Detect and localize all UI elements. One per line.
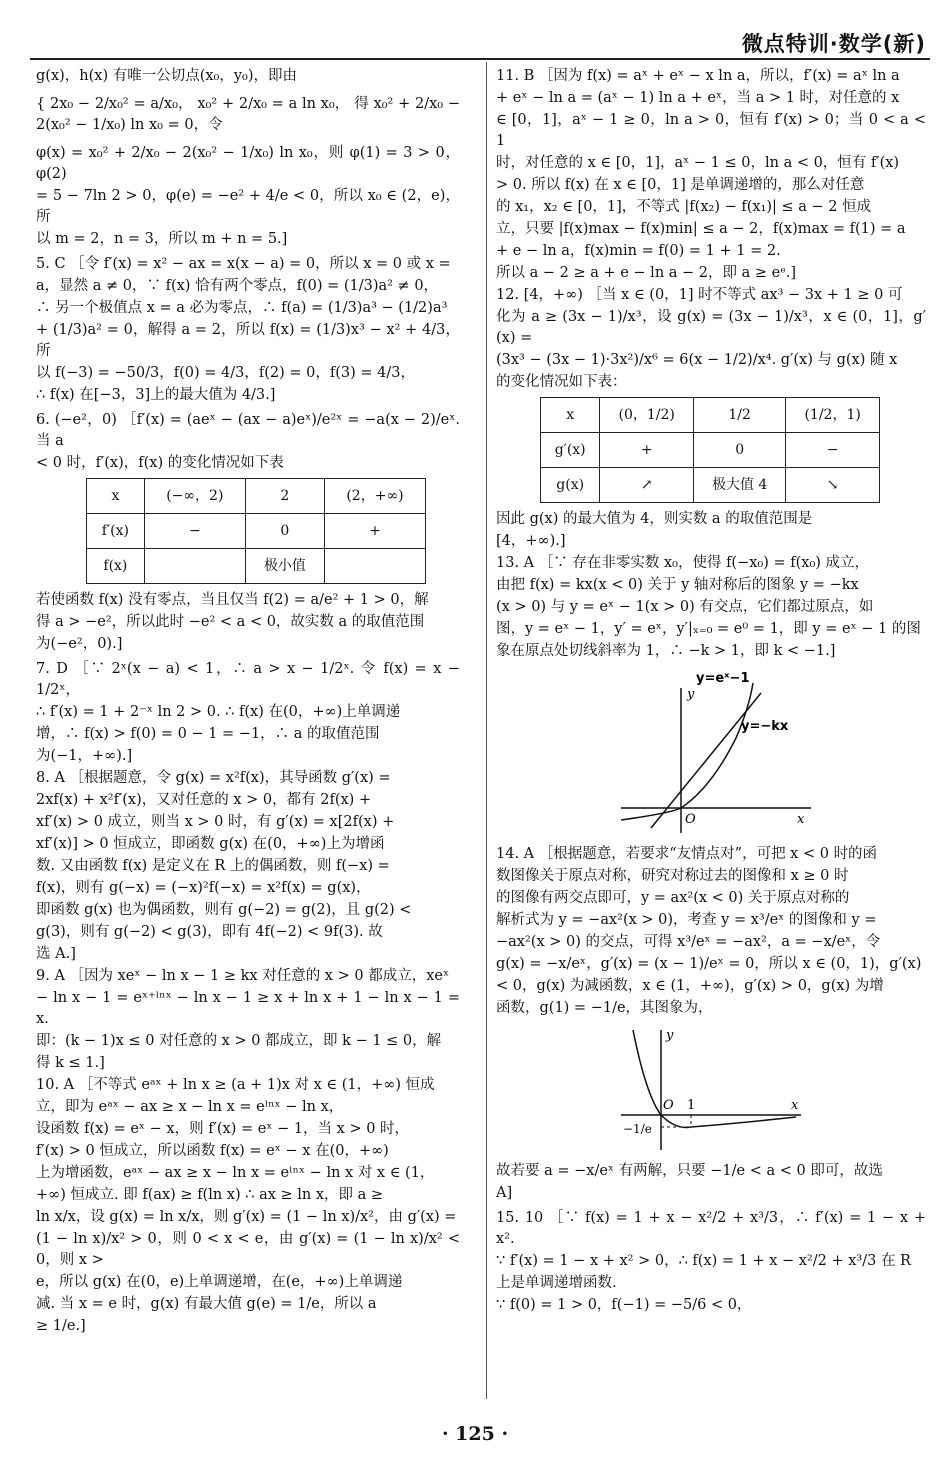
text-line: 的图像有两交点即可，y = ax²(x < 0) 关于原点对称的 [496, 890, 850, 906]
text-line: + e − ln a，f(x)min = f(0) = 1 + 1 = 2. [496, 243, 781, 259]
text-line: 以 m = 2，n = 3，所以 m + n = 5.] [36, 231, 288, 247]
text-line: ln x/x，设 g(x) = ln x/x，则 g′(x) = (1 − ln x)/x²，由 g′(x) = [36, 1209, 457, 1225]
text-line: 即：(k − 1)x ≤ 0 对任意的 x > 0 都成立，即 k − 1 ≤ 0，解 [36, 1033, 442, 1049]
table-cell: ↗ [600, 468, 694, 503]
text-line: 9. A ［因为 xeˣ − ln x − 1 ≥ kx 对任意的 x > 0 都成立，xeˣ [36, 968, 450, 984]
min-label: −1/e [623, 1122, 652, 1136]
text-line: 14. A ［根据题意，若要求“友情点对”，可把 x < 0 时的函 [496, 846, 878, 862]
text-line: 图，y = eˣ − 1，y′ = eˣ，y′|ₓ₌₀ = e⁰ = 1，即 y = eˣ − 1 的图 [496, 621, 921, 637]
text-line: 的 x₁，x₂ ∈ [0，1]，不等式 |f(x₂) − f(x₁)| ≤ a − 2 恒成 [496, 199, 872, 215]
table-cell: (−∞，2) [144, 479, 245, 514]
text-line: 15. 10 ［∵ f(x) = 1 + x − x²/2 + x³/3，∴ f′(x) = 1 − x + x². [496, 1210, 926, 1247]
text-line: g(x) = −x/eˣ，g′(x) = (x − 1)/eˣ = 0，所以 x ∈ (0，1)，g′(x) [496, 956, 922, 972]
g-curve [633, 1030, 796, 1128]
page-header: 微点特训·数学(新) [741, 32, 926, 56]
table-cell: x [87, 479, 145, 514]
text-line: 时，对任意的 x ∈ [0，1]，aˣ − 1 ≤ 0，ln a < 0，恒有 f′(x) [496, 155, 900, 171]
origin-label: O [685, 812, 696, 827]
y-axis-label: y [687, 687, 695, 702]
text-line: 7. D ［∵ 2ˣ(x − a) < 1，∴ a > x − 1/2ˣ. 令 f(x) = x − 1/2ˣ， [36, 661, 460, 698]
text-line: { 2x₀ − 2/x₀² = a/x₀， x₀² + 2/x₀ = a ln x₀， 得 x₀² + 2/x₀ − 2(x₀² − 1/x₀) ln x₀ = 0，令 [36, 96, 460, 133]
table-cell: 极小值 [245, 549, 324, 584]
text-line: 2xf(x) + x²f′(x)，又对任意的 x > 0，都有 2f(x) + [36, 792, 372, 808]
text-line: [4，+∞).] [496, 533, 566, 549]
text-line: = 5 − 7ln 2 > 0，φ(e) = −e² + 4/e < 0，所以 x₀ ∈ (2，e)，所 [36, 188, 460, 225]
text-line: 上是单调递增函数. [496, 1275, 617, 1291]
table-cell: f(x) [87, 549, 145, 584]
text-line: (x > 0) 与 y = eˣ − 1(x > 0) 有交点，它们都过原点，如 [496, 599, 874, 615]
text-line: 增，∴ f(x) > f(0) = 0 − 1 = −1，∴ a 的取值范围 [36, 726, 380, 742]
table-cell: g(x) [541, 468, 600, 503]
text-line: 为(−1，+∞).] [36, 748, 133, 764]
graph-13 [601, 668, 821, 838]
text-line: 即函数 g(x) 也为偶函数，则有 g(−2) = g(2)，且 g(2) < [36, 902, 412, 918]
text-line: 解析式为 y = −ax²(x > 0)，考查 y = x³/eˣ 的图像和 y = [496, 912, 877, 928]
table-cell: 2 [245, 479, 324, 514]
text-line: 上为增函数，eᵃˣ − ax ≥ x − ln x = eˡⁿˣ − ln x 对 x ∈ (1， [36, 1165, 435, 1181]
right-column [496, 66, 926, 1317]
text-line: < 0 时，f′(x)，f(x) 的变化情况如下表 [36, 455, 284, 471]
x-axis-label: x [797, 812, 805, 827]
table-cell: f′(x) [87, 514, 145, 549]
table-cell: (2，+∞) [324, 479, 425, 514]
text-line: 为(−e²，0).] [36, 636, 123, 652]
text-line: 6. (−e²，0) ［f′(x) = (aeˣ − (ax − a)eˣ)/e²ˣ = −a(x − 2)/eˣ. 当 a [36, 412, 460, 449]
text-line: ≥ 1/e.] [36, 1318, 86, 1334]
text-line: f(x)，则有 g(−x) = (−x)²f(−x) = x²f(x) = g(x)， [36, 880, 371, 896]
exp-curve [621, 683, 753, 820]
text-line: 得 a > −e²，所以此时 −e² < a < 0，故实数 a 的取值范围 [36, 614, 425, 630]
table-cell: − [786, 433, 880, 468]
text-line: ∵ f′(x) = 1 − x + x² > 0，∴ f(x) = 1 + x − x²/2 + x³/3 在 R [496, 1253, 911, 1269]
text-line: 数图像关于原点对称，研究对称过去的图像和 x ≥ 0 时 [496, 868, 849, 884]
text-line: A] [496, 1185, 513, 1201]
table-cell: + [324, 514, 425, 549]
tick-label: 1 [687, 1098, 696, 1113]
x-axis-label: x [791, 1098, 799, 1113]
text-line: 11. B ［因为 f(x) = aˣ + eˣ − x ln a，所以，f′(x) = aˣ ln a [496, 68, 900, 84]
text-line: + (1/3)a² = 0，解得 a = 2，所以 f(x) = (1/3)x³ − x² + 4/3，所 [36, 322, 460, 359]
table-cell: 1/2 [694, 398, 786, 433]
text-line: (3x³ − (3x − 1)·3x²)/x⁶ = 6(x − 1/2)/x⁴. g′(x) 与 g(x) 随 x [496, 352, 898, 368]
header-rule [30, 58, 930, 60]
table-cell: ↘ [786, 468, 880, 503]
table-cell: g′(x) [541, 433, 600, 468]
text-line: 的变化情况如下表： [496, 374, 627, 390]
text-line: 以 f(−3) = −50/3，f(0) = 4/3，f(2) = 0，f(3) = 4/3， [36, 365, 415, 381]
line-label: y=−kx [741, 719, 789, 734]
table-cell: (1/2，1) [786, 398, 880, 433]
text-line: ∈ [0，1]，aˣ − 1 ≥ 0，ln a > 0，恒有 f′(x) > 0；当 0 < a < 1 [496, 112, 926, 149]
table-cell: + [600, 433, 694, 468]
text-line: 所以 a − 2 ≥ a + e − ln a − 2，即 a ≥ eᵉ.] [496, 265, 797, 281]
text-line: xf′(x)] > 0 恒成立，即函数 g(x) 在(0，+∞)上为增函 [36, 836, 385, 852]
text-line: ∵ f(0) = 1 > 0，f(−1) = −5/6 < 0， [496, 1297, 752, 1313]
text-line: g(3)，则有 g(−2) < g(3)，即有 4f(−2) < 9f(3). 故 [36, 924, 383, 940]
text-line: 8. A ［根据题意，令 g(x) = x²f(x)，其导函数 g′(x) = [36, 770, 391, 786]
table-cell [144, 549, 245, 584]
text-line: xf′(x) > 0 成立，则当 x > 0 时，有 g′(x) = x[2f(x) + [36, 814, 395, 830]
text-line: ∴ 另一个极值点 x = a 必为零点，∴ f(a) = (1/3)a³ − (1/2)a³ [36, 300, 448, 316]
text-line: 数. 又由函数 f(x) 是定义在 R 上的偶函数，则 f(−x) = [36, 858, 390, 874]
variation-table-12 [540, 397, 880, 503]
y-axis-label: y [666, 1028, 674, 1043]
variation-table-6 [86, 478, 426, 584]
table-cell: 0 [694, 433, 786, 468]
table-cell: (0，1/2) [600, 398, 694, 433]
text-line: 选 A.] [36, 946, 76, 962]
text-line: ∴ f(x) 在[−3，3]上的最大值为 4/3.] [36, 387, 276, 403]
text-line: ∴ f′(x) = 1 + 2⁻ˣ ln 2 > 0. ∴ f(x) 在(0，+∞)上单调递 [36, 704, 401, 720]
text-line: a，显然 a ≠ 0，∵ f(x) 恰有两个零点，f(0) = (1/3)a² ≠ 0， [36, 278, 439, 294]
text-line: 5. C ［令 f′(x) = x² − ax = x(x − a) = 0，所以 x = 0 或 x = [36, 256, 451, 272]
text-line: 12. [4，+∞) ［当 x ∈ (0，1] 时不等式 ax³ − 3x + 1 ≥ 0 可 [496, 287, 903, 303]
text-line: > 0. 所以 f(x) 在 x ∈ [0，1] 是单调递增的，那么对任意 [496, 177, 865, 193]
graph-14 [611, 1025, 811, 1155]
text-line: 立，只要 |f(x)max − f(x)min| ≤ a − 2，f(x)max = f(1) = a [496, 221, 906, 237]
text-line: (1 − ln x)/x² > 0，则 0 < x < e，由 g′(x) = (1 − ln x)/x² < 0，则 x > [36, 1231, 460, 1268]
text-line: f′(x) > 0 恒成立，所以函数 f(x) = eˣ − x 在(0，+∞) [36, 1143, 389, 1159]
text-line: 由把 f(x) = kx(x < 0) 关于 y 轴对称后的图象 y = −kx [496, 577, 859, 593]
text-line: 13. A ［∵ 存在非零实数 x₀，使得 f(−x₀) = f(x₀) 成立， [496, 555, 870, 571]
origin-label: O [663, 1098, 674, 1113]
table-cell: 0 [245, 514, 324, 549]
text-line: 因此 g(x) 的最大值为 4，则实数 a 的取值范围是 [496, 511, 813, 527]
text-line: 若使函数 f(x) 没有零点，当且仅当 f(2) = a/e² + 1 > 0，解 [36, 592, 429, 608]
table-cell: − [144, 514, 245, 549]
text-line: 减. 当 x = e 时，g(x) 有最大值 g(e) = 1/e，所以 a [36, 1296, 377, 1312]
left-column [36, 66, 460, 1338]
text-line: + eˣ − ln a = (aˣ − 1) ln a + eˣ，当 a > 1 时，对任意的 x [496, 90, 900, 106]
text-line: 立，即为 eᵃˣ − ax ≥ x − ln x = eˡⁿˣ − ln x， [36, 1099, 344, 1115]
text-line: < 0，g(x) 为减函数，x ∈ (1，+∞)，g′(x) > 0，g(x) 为增 [496, 978, 884, 994]
text-line: 设函数 f(x) = eˣ − x，则 f′(x) = eˣ − 1，当 x > 0 时， [36, 1121, 410, 1137]
curve-label: y=eˣ−1 [696, 671, 750, 686]
text-line: − ln x − 1 = eˣ⁺ˡⁿˣ − ln x − 1 ≥ x + ln x + 1 − ln x − 1 = x. [36, 990, 460, 1027]
column-divider [486, 62, 487, 1399]
text-line: 化为 a ≥ (3x − 1)/x³，设 g(x) = (3x − 1)/x³，x ∈ (0，1]，g′(x) = [496, 309, 926, 346]
text-line: +∞) 恒成立. 即 f(ax) ≥ f(ln x) ∴ ax ≥ ln x，即 a ≥ [36, 1187, 384, 1203]
table-cell: 极大值 4 [694, 468, 786, 503]
page-number: · 125 · [441, 1423, 509, 1445]
text-line: 函数，g(1) = −1/e，其图象为， [496, 1000, 713, 1016]
text-line: 10. A ［不等式 eᵃˣ + ln x ≥ (a + 1)x 对 x ∈ (1，+∞) 恒成 [36, 1077, 435, 1093]
text-line: −ax²(x > 0) 的交点，可得 x³/eˣ = −ax²，a = −x/eˣ，令 [496, 934, 881, 950]
table-cell: x [541, 398, 600, 433]
table-cell [324, 549, 425, 584]
text-line: e，所以 g(x) 在(0，e)上单调递增，在(e，+∞)上单调递 [36, 1274, 403, 1290]
text-line: 故若要 a = −x/eˣ 有两解，只要 −1/e < a < 0 即可，故选 [496, 1163, 883, 1179]
text-line: 象在原点处切线斜率为 1，∴ −k > 1，即 k < −1.] [496, 643, 836, 659]
text-line: φ(x) = x₀² + 2/x₀ − 2(x₀² − 1/x₀) ln x₀，则 φ(1) = 3 > 0，φ(2) [36, 145, 460, 182]
text-line: g(x)，h(x) 有唯一公切点(x₀，y₀)，即由 [36, 68, 298, 84]
text-line: 得 k ≤ 1.] [36, 1055, 105, 1071]
